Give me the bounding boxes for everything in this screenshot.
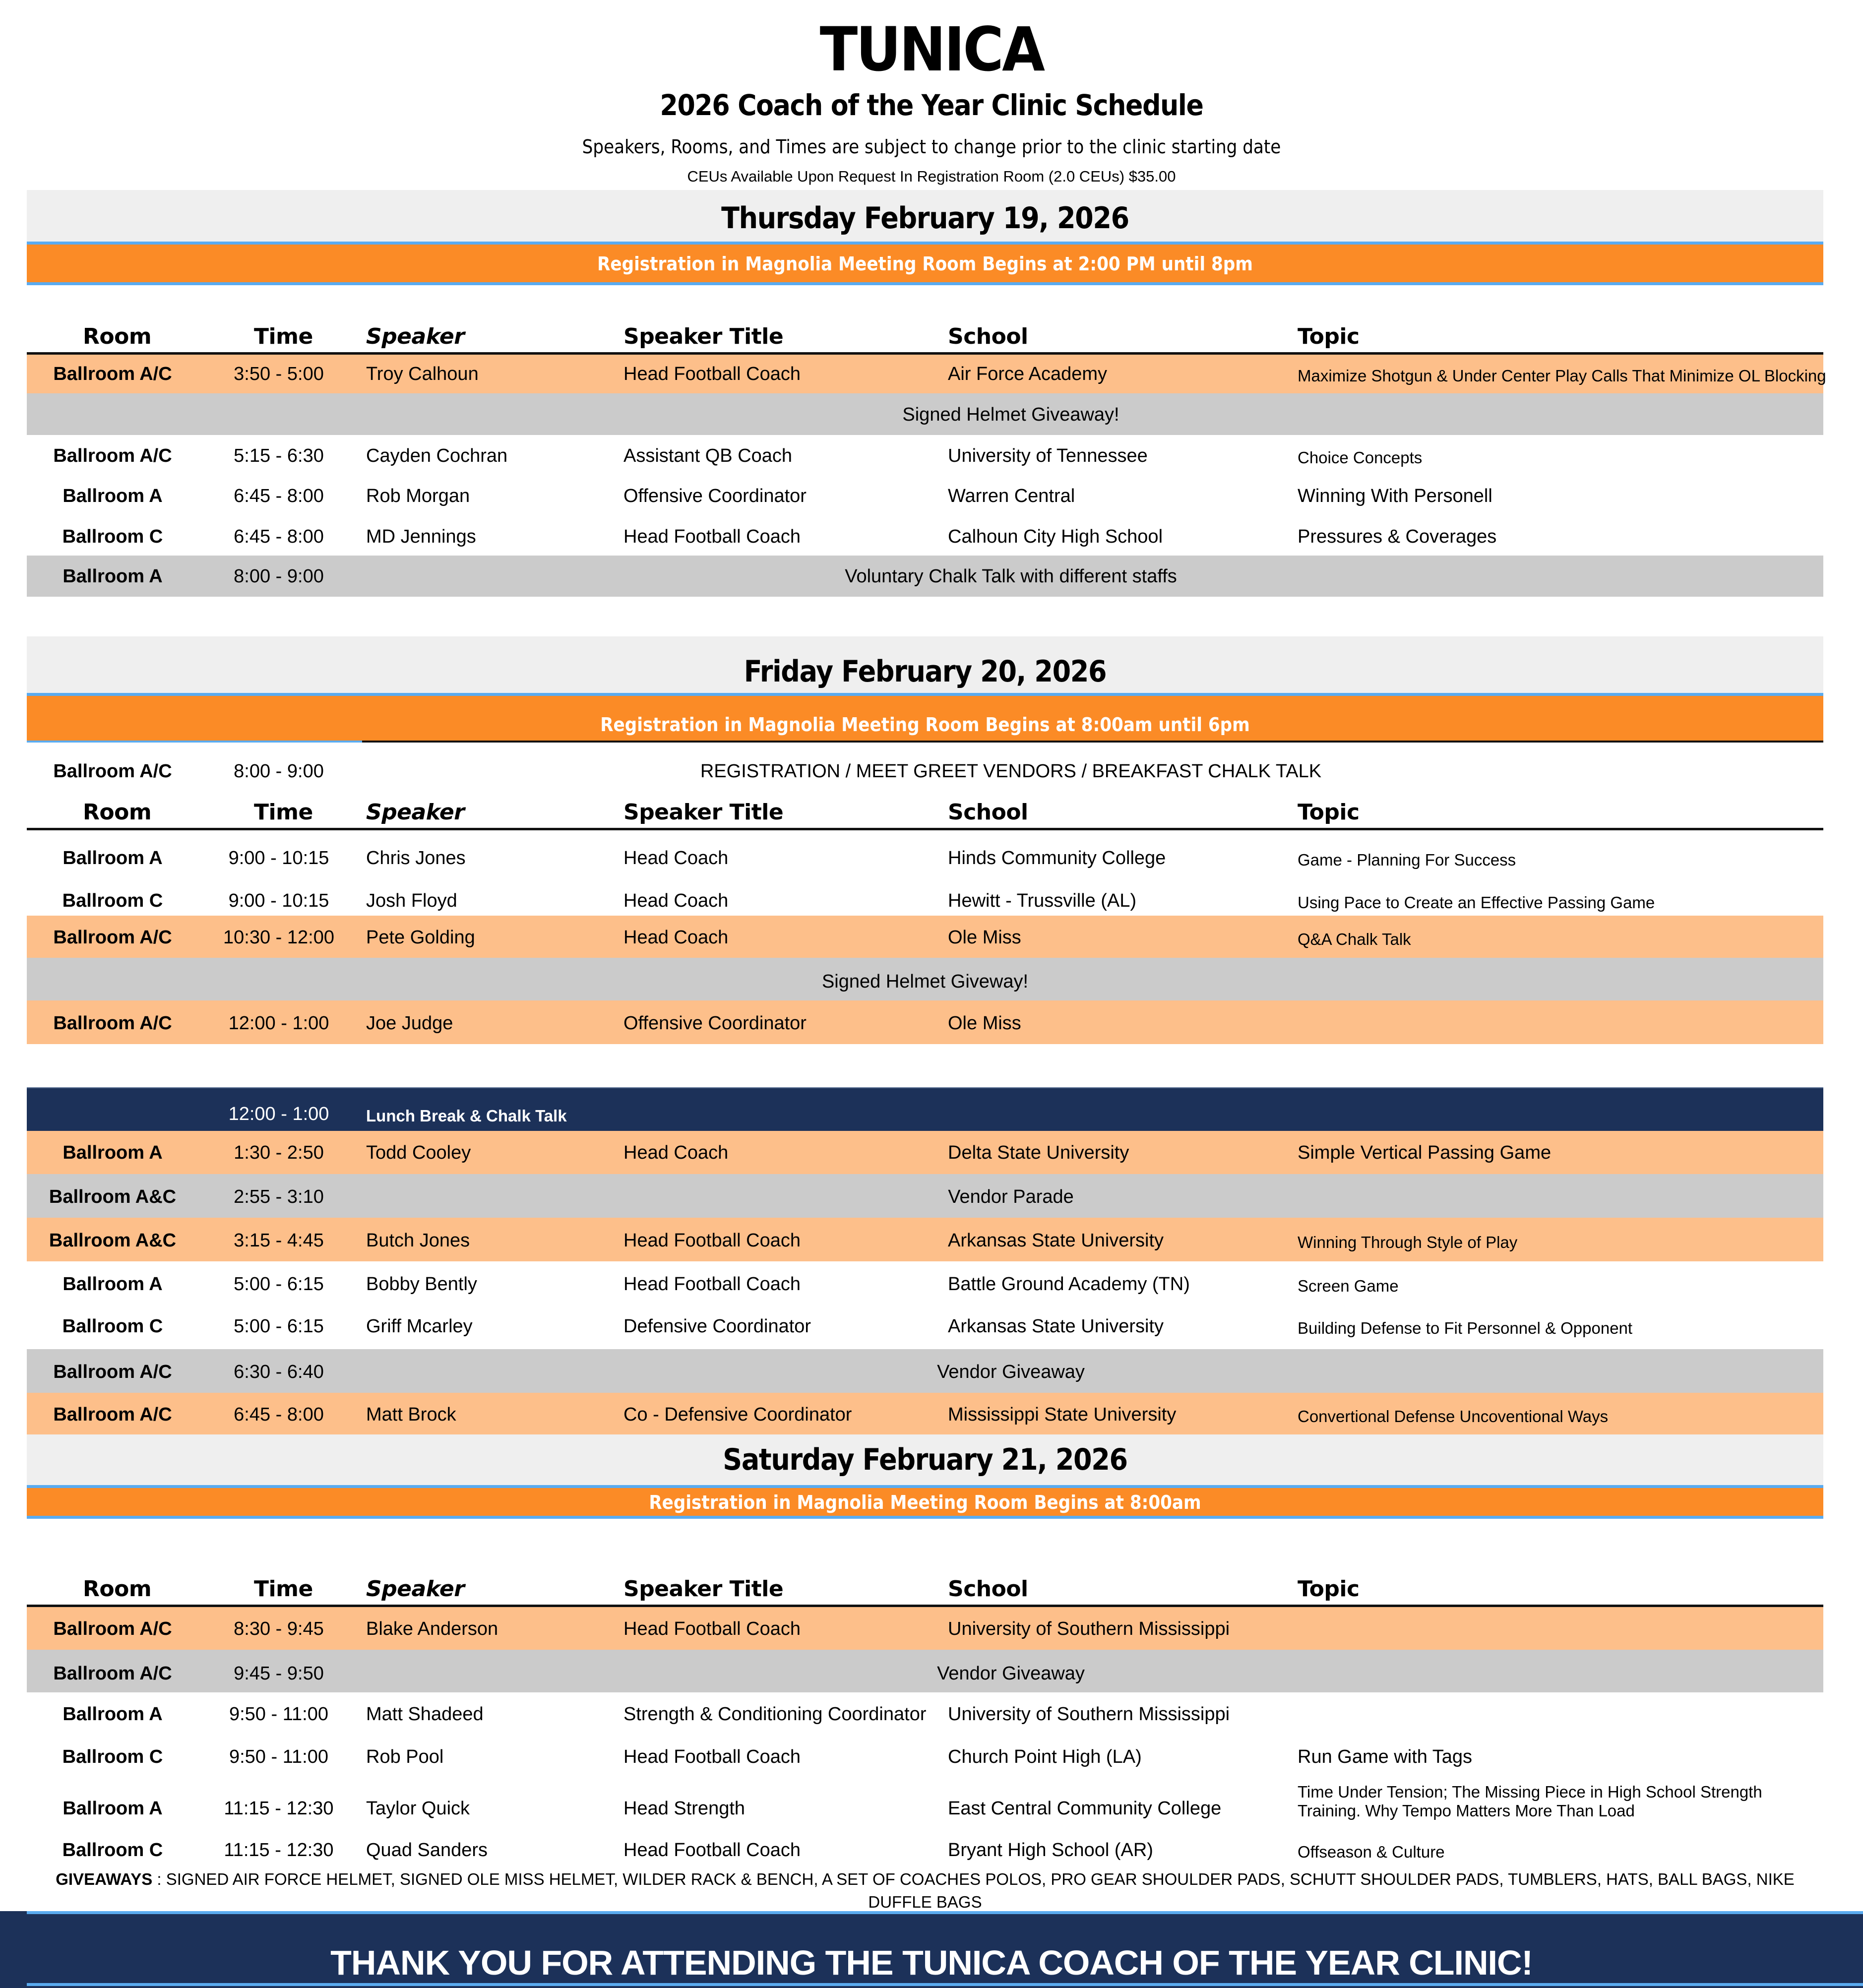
speaker-title: Offensive Coordinator bbox=[623, 486, 807, 506]
topic: Winning With Personell bbox=[1298, 486, 1492, 506]
table-row bbox=[27, 1000, 1823, 1044]
time: 9:45 - 9:50 bbox=[234, 1663, 324, 1684]
table-row bbox=[27, 1218, 1823, 1261]
table-row bbox=[27, 435, 1823, 476]
col-room: Room bbox=[83, 324, 152, 349]
speaker-title: Head Football Coach bbox=[623, 1618, 801, 1639]
topic: Time Under Tension; The Missing Piece in High School Strength Training. Why Tempo Matters More Than Load bbox=[1298, 1783, 1762, 1820]
footer-banner bbox=[0, 1911, 1863, 1988]
table-row bbox=[27, 1735, 1823, 1778]
school: Arkansas State University bbox=[948, 1316, 1164, 1337]
time: 10:30 - 12:00 bbox=[223, 927, 334, 948]
divider bbox=[362, 741, 1823, 743]
speaker: Cayden Cochran bbox=[366, 445, 508, 466]
col-room: Room bbox=[83, 800, 152, 825]
room: Ballroom A bbox=[62, 486, 163, 506]
topic: Choice Concepts bbox=[1298, 448, 1423, 467]
school: Warren Central bbox=[948, 486, 1075, 506]
topic: Screen Game bbox=[1298, 1277, 1399, 1295]
speaker-title: Head Football Coach bbox=[623, 526, 801, 547]
day-header-thursday bbox=[27, 190, 1823, 245]
table-row bbox=[27, 878, 1823, 916]
time: 5:00 - 6:15 bbox=[234, 1316, 324, 1337]
day-title: Saturday February 21, 2026 bbox=[723, 1442, 1127, 1477]
speaker: Rob Pool bbox=[366, 1746, 444, 1767]
topic: Q&A Chalk Talk bbox=[1298, 930, 1411, 948]
school: Ole Miss bbox=[948, 927, 1021, 948]
speaker: Pete Golding bbox=[366, 927, 475, 948]
day-title: Thursday February 19, 2026 bbox=[721, 201, 1129, 236]
time: 12:00 - 1:00 bbox=[228, 1104, 329, 1124]
table-row bbox=[27, 1832, 1823, 1870]
speaker-title: Head Coach bbox=[623, 890, 729, 911]
time: 6:45 - 8:00 bbox=[234, 486, 324, 506]
event-label: Vendor Giveaway bbox=[937, 1663, 1085, 1684]
time: 9:50 - 11:00 bbox=[229, 1704, 328, 1725]
time: 11:15 - 12:30 bbox=[224, 1840, 334, 1861]
schedule-note: Speakers, Rooms, and Times are subject to change prior to the clinic starting date bbox=[582, 136, 1281, 158]
divider bbox=[27, 741, 362, 743]
school: Church Point High (LA) bbox=[948, 1746, 1142, 1767]
time: 8:30 - 9:45 bbox=[234, 1618, 324, 1639]
school: Bryant High School (AR) bbox=[948, 1840, 1153, 1861]
registration-text: Registration in Magnolia Meeting Room Begins at 8:00am until 6pm bbox=[600, 714, 1250, 736]
time: 3:50 - 5:00 bbox=[234, 364, 324, 384]
page-subtitle: 2026 Coach of the Year Clinic Schedule bbox=[660, 88, 1203, 122]
room: Ballroom A bbox=[62, 1798, 163, 1819]
col-school: School bbox=[948, 1576, 1028, 1602]
speaker: Taylor Quick bbox=[366, 1798, 470, 1819]
speaker-title: Head Football Coach bbox=[623, 1230, 801, 1251]
room: Ballroom A/C bbox=[53, 927, 172, 948]
time: 3:15 - 4:45 bbox=[234, 1230, 324, 1251]
speaker-title: Head Football Coach bbox=[623, 1274, 801, 1295]
event-row bbox=[27, 393, 1823, 435]
col-speaker: Speaker bbox=[366, 800, 465, 825]
speaker-title: Head Strength bbox=[623, 1798, 745, 1819]
table-row bbox=[27, 1131, 1823, 1174]
topic: Convertional Defense Uncoventional Ways bbox=[1298, 1407, 1609, 1426]
room: Ballroom C bbox=[62, 526, 163, 547]
divider bbox=[27, 1911, 1863, 1914]
room: Ballroom A/C bbox=[53, 1013, 172, 1034]
topic: Building Defense to Fit Personnel & Opponent bbox=[1298, 1319, 1633, 1337]
col-topic: Topic bbox=[1298, 324, 1360, 349]
lunch-label: Lunch Break & Chalk Talk bbox=[366, 1107, 567, 1125]
school: Battle Ground Academy (TN) bbox=[948, 1274, 1190, 1295]
registration-text: Registration in Magnolia Meeting Room Begins at 2:00 PM until 8pm bbox=[597, 253, 1253, 275]
school: East Central Community College bbox=[948, 1798, 1222, 1819]
time: 5:00 - 6:15 bbox=[234, 1274, 324, 1295]
speaker-title: Offensive Coordinator bbox=[623, 1013, 807, 1034]
room: Ballroom A/C bbox=[53, 1663, 172, 1684]
time: 6:45 - 8:00 bbox=[234, 1404, 324, 1425]
col-time: Time bbox=[254, 324, 313, 349]
topic: Run Game with Tags bbox=[1298, 1746, 1473, 1767]
school: University of Southern Mississippi bbox=[948, 1704, 1230, 1725]
speaker: Troy Calhoun bbox=[366, 364, 479, 384]
column-header-row bbox=[27, 793, 1823, 830]
giveaways-list bbox=[27, 1868, 1823, 1914]
event-label: Vendor Giveaway bbox=[937, 1362, 1085, 1382]
col-topic: Topic bbox=[1298, 1576, 1360, 1602]
event-row bbox=[27, 1650, 1823, 1692]
time: 9:00 - 10:15 bbox=[228, 848, 329, 869]
table-row bbox=[27, 476, 1823, 516]
event-row bbox=[27, 958, 1823, 1000]
room: Ballroom C bbox=[62, 1840, 163, 1861]
col-school: School bbox=[948, 324, 1028, 349]
school: Mississippi State University bbox=[948, 1404, 1177, 1425]
room: Ballroom C bbox=[62, 1746, 163, 1767]
room: Ballroom A/C bbox=[53, 1404, 172, 1425]
event-row bbox=[27, 556, 1823, 597]
school: Calhoun City High School bbox=[948, 526, 1163, 547]
speaker: Joe Judge bbox=[366, 1013, 453, 1034]
school: University of Southern Mississippi bbox=[948, 1618, 1230, 1639]
day-title: Friday February 20, 2026 bbox=[744, 654, 1107, 689]
school: Delta State University bbox=[948, 1142, 1129, 1163]
speaker: Josh Floyd bbox=[366, 890, 457, 911]
col-speaker-title: Speaker Title bbox=[623, 324, 784, 349]
col-school: School bbox=[948, 800, 1028, 825]
topic: Simple Vertical Passing Game bbox=[1298, 1142, 1552, 1163]
table-row bbox=[27, 916, 1823, 958]
room: Ballroom A bbox=[62, 848, 163, 869]
room: Ballroom A&C bbox=[49, 1186, 177, 1207]
room: Ballroom A&C bbox=[49, 1230, 177, 1251]
table-row bbox=[27, 355, 1826, 393]
school: Hewitt - Trussville (AL) bbox=[948, 890, 1137, 911]
speaker-title: Defensive Coordinator bbox=[623, 1316, 811, 1337]
speaker-title: Assistant QB Coach bbox=[623, 445, 793, 466]
speaker-title: Head Football Coach bbox=[623, 364, 801, 384]
speaker-title: Head Football Coach bbox=[623, 1840, 801, 1861]
speaker: Quad Sanders bbox=[366, 1840, 488, 1861]
time: 6:45 - 8:00 bbox=[234, 526, 324, 547]
ceu-note: CEUs Available Upon Request In Registration Room (2.0 CEUs) $35.00 bbox=[687, 168, 1176, 185]
speaker: Bobby Bently bbox=[366, 1274, 477, 1295]
speaker-title: Head Coach bbox=[623, 1142, 729, 1163]
room: Ballroom A/C bbox=[53, 445, 172, 466]
room: Ballroom A/C bbox=[53, 1618, 172, 1639]
time: 9:00 - 10:15 bbox=[228, 890, 329, 911]
topic: Maximize Shotgun & Under Center Play Calls That Minimize OL Blocking bbox=[1298, 367, 1826, 385]
speaker: Matt Shadeed bbox=[366, 1704, 484, 1725]
divider bbox=[27, 1983, 1863, 1986]
registration-banner-friday bbox=[27, 696, 1823, 743]
topic: Pressures & Coverages bbox=[1298, 526, 1497, 547]
topic: Using Pace to Create an Effective Passing Game bbox=[1298, 893, 1655, 912]
topic: Offseason & Culture bbox=[1298, 1843, 1445, 1861]
time: 8:00 - 9:00 bbox=[234, 566, 324, 587]
room: Ballroom A bbox=[62, 1704, 163, 1725]
day-header-friday bbox=[27, 636, 1823, 696]
col-speaker: Speaker bbox=[366, 1576, 465, 1602]
speaker: Matt Brock bbox=[366, 1404, 456, 1425]
page-title: TUNICA bbox=[819, 14, 1044, 85]
col-room: Room bbox=[83, 1576, 152, 1602]
table-row bbox=[27, 838, 1823, 878]
col-topic: Topic bbox=[1298, 800, 1360, 825]
registration-text: Registration in Magnolia Meeting Room Begins at 8:00am bbox=[649, 1491, 1201, 1513]
event-label: Voluntary Chalk Talk with different staffs bbox=[845, 566, 1177, 587]
time: 5:15 - 6:30 bbox=[234, 445, 324, 466]
giveaways-text: : SIGNED AIR FORCE HELMET, SIGNED OLE MISS HELMET, WILDER RACK & BENCH, A SET OF COACHES POLOS, PRO GEAR SHOULDER PADS, SCHUTT SHOULDER PADS, TUMBLERS, HATS, BALL BAGS, NIKE DUFFLE BAGS bbox=[152, 1870, 1795, 1911]
col-speaker-title: Speaker Title bbox=[623, 1576, 784, 1602]
day-header-saturday bbox=[27, 1434, 1823, 1488]
column-header-row bbox=[27, 1569, 1823, 1607]
table-row bbox=[27, 1393, 1823, 1434]
speaker-title: Head Coach bbox=[623, 927, 729, 948]
school: University of Tennessee bbox=[948, 445, 1148, 466]
giveaways-label: GIVEAWAYS bbox=[56, 1870, 153, 1888]
registration-banner-thursday bbox=[27, 245, 1823, 285]
event-label: Vendor Parade bbox=[948, 1186, 1074, 1207]
room: Ballroom A bbox=[62, 1142, 163, 1163]
room: Ballroom C bbox=[62, 1316, 163, 1337]
school: Ole Miss bbox=[948, 1013, 1021, 1034]
school: Air Force Academy bbox=[948, 364, 1107, 384]
time: 6:30 - 6:40 bbox=[234, 1362, 324, 1382]
table-row bbox=[27, 1261, 1823, 1305]
room: Ballroom A/C bbox=[53, 364, 172, 384]
table-row bbox=[27, 1607, 1823, 1650]
school: Hinds Community College bbox=[948, 848, 1166, 869]
time: 11:15 - 12:30 bbox=[224, 1798, 334, 1819]
speaker: Todd Cooley bbox=[366, 1142, 471, 1163]
table-row bbox=[27, 1778, 1823, 1832]
speaker: Blake Anderson bbox=[366, 1618, 498, 1639]
school: Arkansas State University bbox=[948, 1230, 1164, 1251]
registration-banner-saturday bbox=[27, 1488, 1823, 1519]
room: Ballroom A/C bbox=[53, 761, 172, 782]
speaker: Griff Mcarley bbox=[366, 1316, 473, 1337]
speaker-title: Co - Defensive Coordinator bbox=[623, 1404, 852, 1425]
speaker: Chris Jones bbox=[366, 848, 466, 869]
time: 2:55 - 3:10 bbox=[234, 1186, 324, 1207]
col-time: Time bbox=[254, 1576, 313, 1602]
event-label: Signed Helmet Giveway! bbox=[821, 971, 1029, 992]
col-speaker-title: Speaker Title bbox=[623, 800, 784, 825]
time: 12:00 - 1:00 bbox=[228, 1013, 329, 1034]
speaker: Rob Morgan bbox=[366, 486, 470, 506]
speaker-title: Strength & Conditioning Coordinator bbox=[623, 1704, 927, 1725]
table-row bbox=[27, 1305, 1823, 1349]
col-speaker: Speaker bbox=[366, 324, 465, 349]
table-row bbox=[27, 516, 1823, 556]
room: Ballroom A bbox=[62, 1274, 163, 1295]
thank-you-message: THANK YOU FOR ATTENDING THE TUNICA COACH OF THE YEAR CLINIC! bbox=[330, 1943, 1533, 1982]
speaker-title: Head Football Coach bbox=[623, 1746, 801, 1767]
event-label: REGISTRATION / MEET GREET VENDORS / BREAKFAST CHALK TALK bbox=[700, 761, 1322, 782]
time: 1:30 - 2:50 bbox=[234, 1142, 324, 1163]
speaker: Butch Jones bbox=[366, 1230, 470, 1251]
time: 9:50 - 11:00 bbox=[229, 1746, 328, 1767]
registration-row bbox=[27, 756, 1823, 786]
event-label: Signed Helmet Giveaway! bbox=[902, 404, 1119, 425]
table-row bbox=[27, 1692, 1823, 1735]
col-time: Time bbox=[254, 800, 313, 825]
lunch-row bbox=[27, 1087, 1823, 1132]
topic: Game - Planning For Success bbox=[1298, 851, 1516, 869]
time: 8:00 - 9:00 bbox=[234, 761, 324, 782]
room: Ballroom C bbox=[62, 890, 163, 911]
event-row bbox=[27, 1349, 1823, 1393]
topic: Winning Through Style of Play bbox=[1298, 1233, 1518, 1251]
event-row bbox=[27, 1174, 1823, 1218]
room: Ballroom A/C bbox=[53, 1362, 172, 1382]
speaker-title: Head Coach bbox=[623, 848, 729, 869]
column-header-row bbox=[27, 317, 1823, 355]
speaker: MD Jennings bbox=[366, 526, 476, 547]
room: Ballroom A bbox=[62, 566, 163, 587]
